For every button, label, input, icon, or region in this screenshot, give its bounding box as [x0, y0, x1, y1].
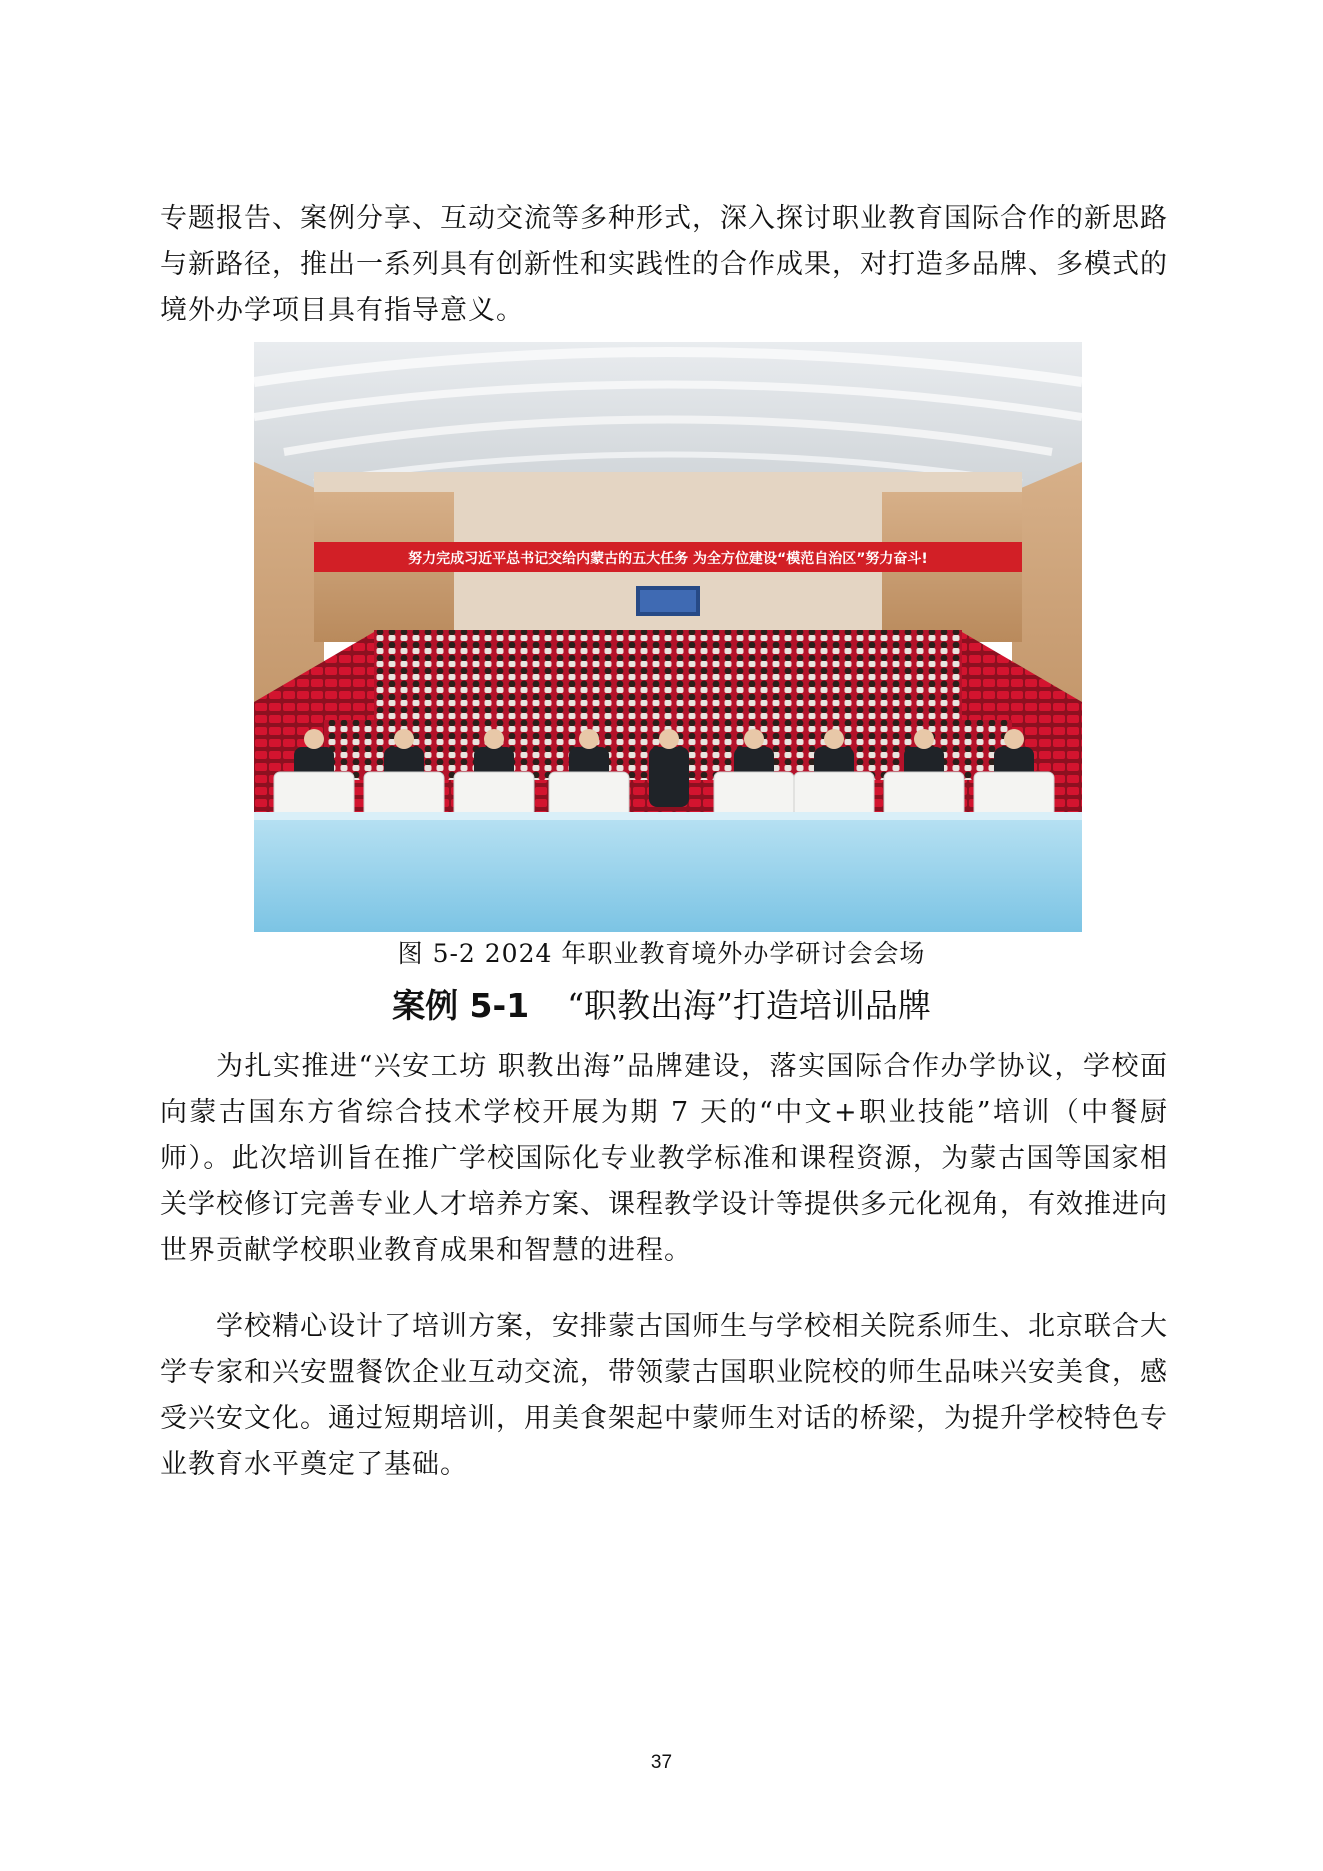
conference-hall-photo — [254, 342, 1082, 932]
page-number: 37 — [650, 1752, 673, 1773]
case-title: “职教出海”打造培训品牌 — [567, 986, 931, 1025]
case-label: 案例 5-1 — [392, 986, 530, 1025]
case-paragraph: 为扎实推进“兴安工坊 职教出海”品牌建设，落实国际合作办学协议，学校面向蒙古国东方省综合技术学校开展为期 7 天的“中文+职业技能”培训（中餐厨师）。此次培训旨在推广学校国际化专业教学标准和课程资源，为蒙古国等国家相关学校修订完善专业人才培养方案、课程教学设计等提供多元化视角，有效推进向世界贡献学校职业教育成果和智慧的进程。 — [160, 1051, 1168, 1266]
figure-caption: 图 5-2 2024 年职业教育境外办学研讨会会场 — [397, 939, 926, 968]
banner-text: 努力完成习近平总书记交给内蒙古的五大任务 为全方位建设“模范自治区”努力奋斗! — [408, 551, 928, 567]
case-heading — [0, 980, 1323, 1027]
intro-paragraph: 专题报告、案例分享、互动交流等多种形式，深入探讨职业教育国际合作的新思路与新路径，推出一系列具有创新性和实践性的合作成果，对打造多品牌、多模式的境外办学项目具有指导意义。 — [160, 203, 1168, 326]
case-paragraph: 学校精心设计了培训方案，安排蒙古国师生与学校相关院系师生、北京联合大学专家和兴安盟餐饮企业互动交流，带领蒙古国职业院校的师生品味兴安美食，感受兴安文化。通过短期培训，用美食架起中蒙师生对话的桥梁，为提升学校特色专业教育水平奠定了基础。 — [160, 1311, 1168, 1480]
